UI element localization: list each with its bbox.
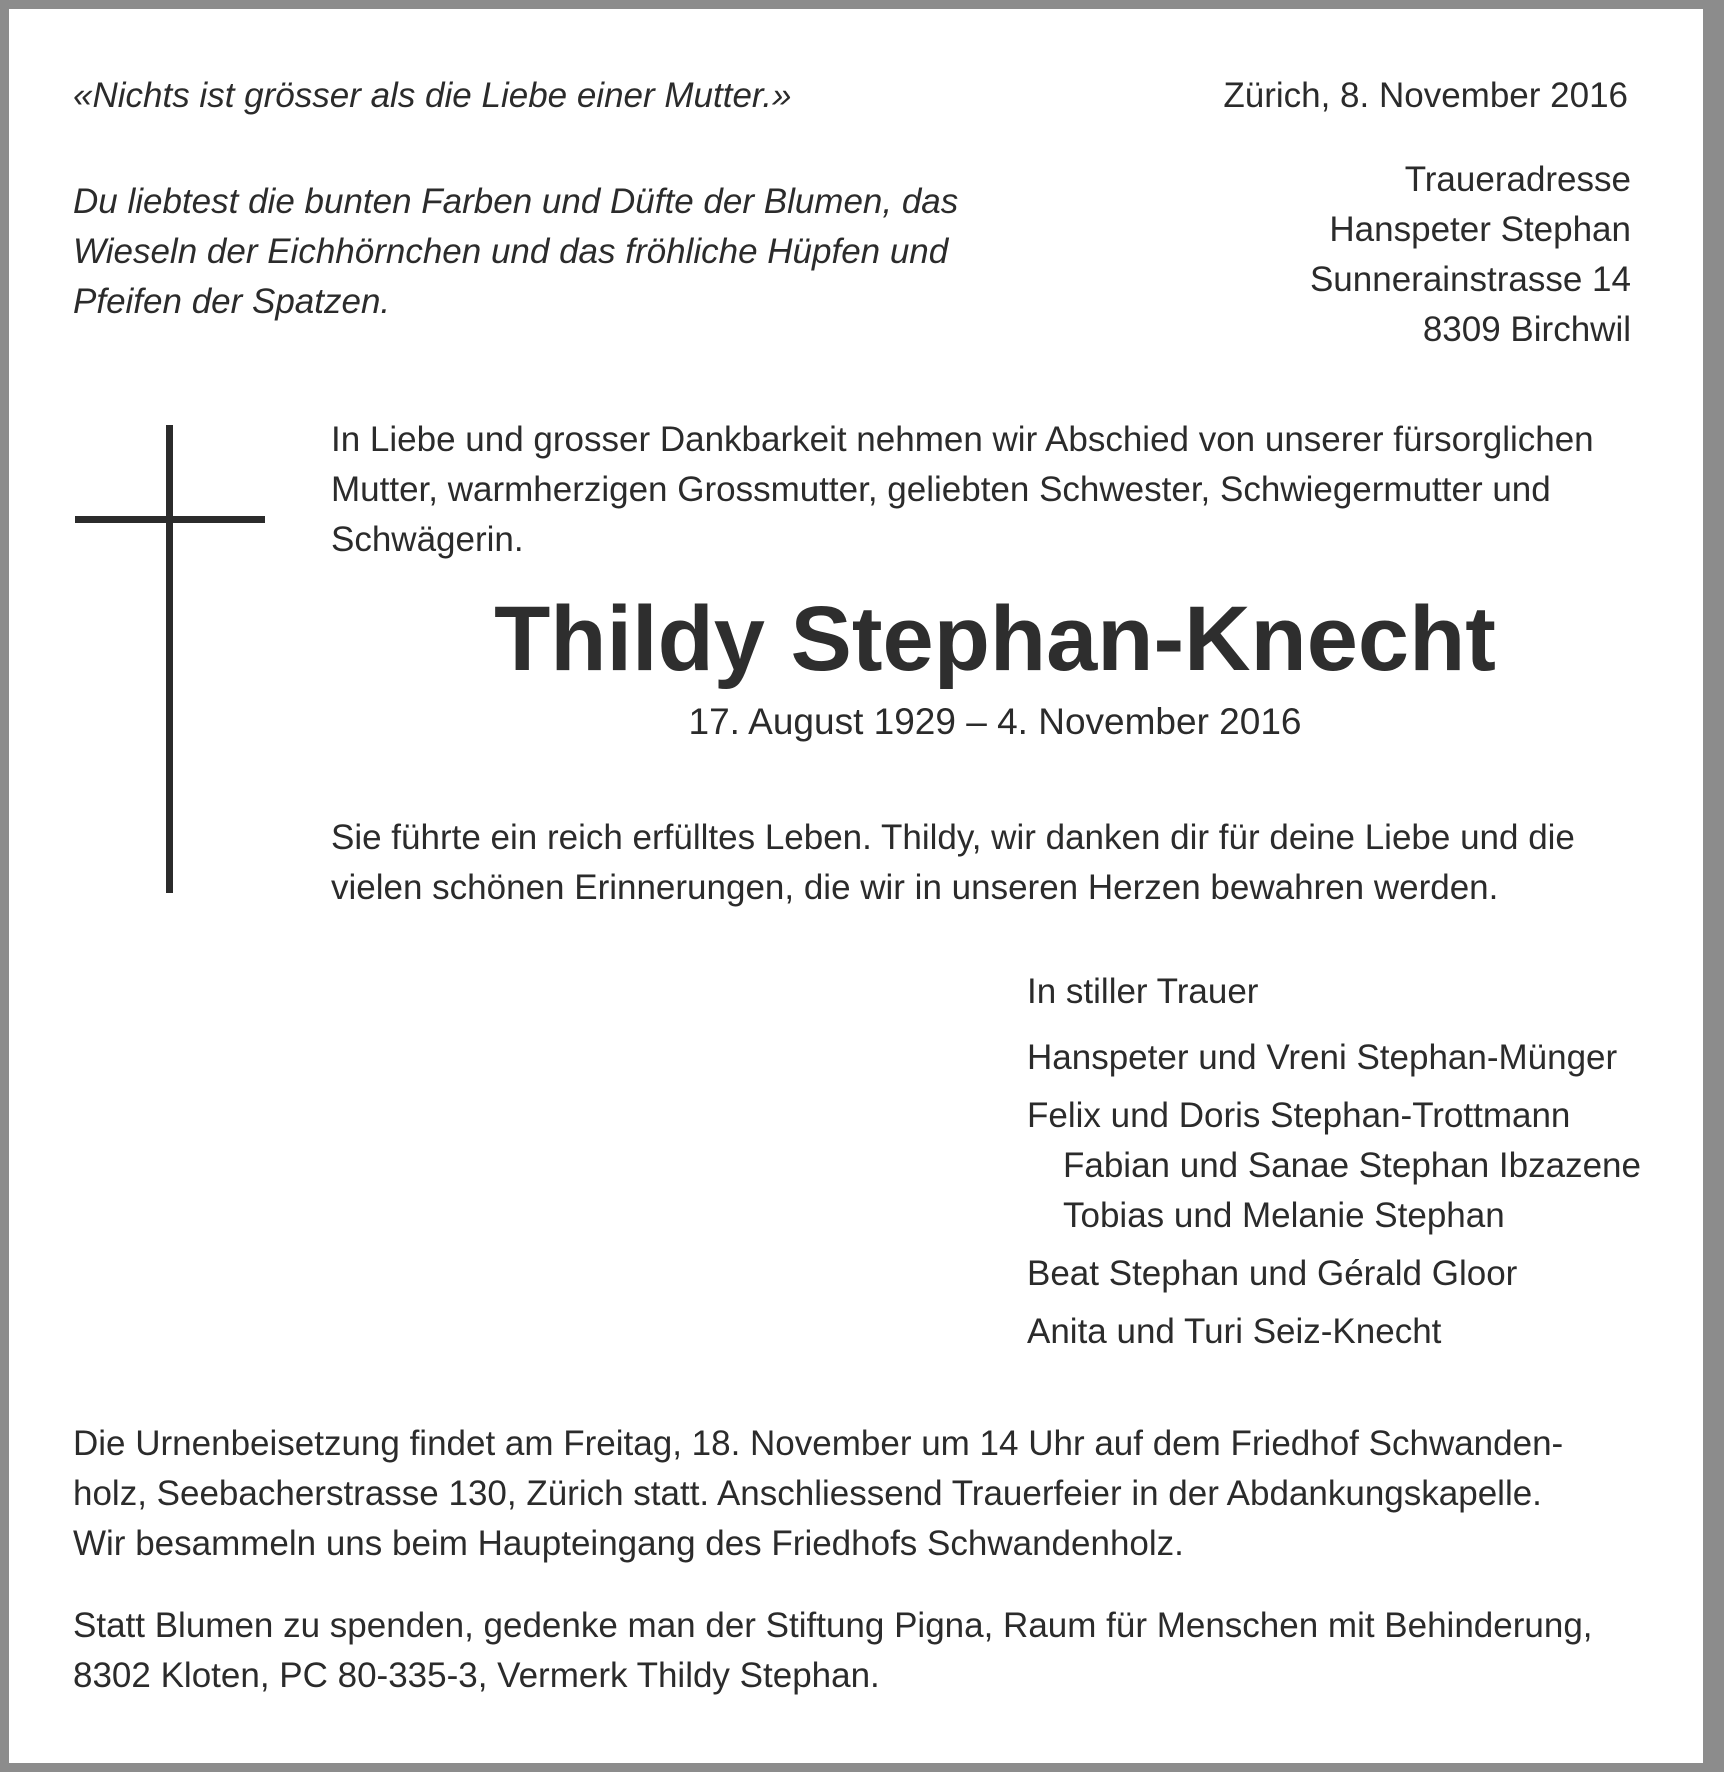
poem-line: Du liebtest die bunten Farben und Düfte der Blumen, das	[73, 182, 959, 221]
funeral-notice	[73, 1419, 1673, 1569]
address-line: 8309 Birchwil	[1422, 310, 1631, 349]
closing-line: Sie führte ein reich erfülltes Leben. Thildy, wir danken dir für deine Liebe und die	[331, 818, 1575, 857]
deceased-name: Thildy Stephan-Knecht	[494, 588, 1496, 690]
closing-line: vielen schönen Erinnerungen, die wir in unseren Herzen bewahren werden.	[331, 868, 1499, 907]
address-line: Traueradresse	[1404, 160, 1631, 199]
mourner-family: Anita und Turi Seiz-Knecht	[1027, 1312, 1442, 1351]
donation-line: 8302 Kloten, PC 80-335-3, Vermerk Thildy Stephan.	[73, 1656, 880, 1695]
intro-text	[331, 415, 1651, 565]
poem	[73, 177, 1013, 327]
mourners-list	[1027, 967, 1667, 1357]
mourners-heading: In stiller Trauer	[1027, 972, 1259, 1011]
funeral-line: Die Urnenbeisetzung findet am Freitag, 18. November um 14 Uhr auf dem Friedhof Schwanden-	[73, 1424, 1564, 1463]
intro-line: Schwägerin.	[331, 520, 524, 559]
address-line: Hanspeter Stephan	[1329, 210, 1631, 249]
funeral-line: Wir besammeln uns beim Haupteingang des Friedhofs Schwandenholz.	[73, 1524, 1184, 1563]
place-date: Zürich, 8. November 2016	[1223, 76, 1628, 115]
mourner-family: Felix und Doris Stephan-Trottmann	[1027, 1096, 1571, 1135]
closing-text	[331, 813, 1691, 913]
mourner-family: Tobias und Melanie Stephan	[1063, 1196, 1505, 1235]
mourning-address	[1310, 155, 1631, 355]
cross-horizontal-bar	[75, 516, 265, 523]
cross-vertical-bar	[166, 425, 173, 893]
address-line: Sunnerainstrasse 14	[1309, 260, 1631, 299]
poem-line: Pfeifen der Spatzen.	[73, 282, 391, 321]
donation-line: Statt Blumen zu spenden, gedenke man der Stiftung Pigna, Raum für Menschen mit Behinderung,	[73, 1606, 1593, 1645]
funeral-line: holz, Seebacherstrasse 130, Zürich statt. Anschliessend Trauerfeier in der Abdankungskapelle.	[73, 1474, 1542, 1513]
intro-line: Mutter, warmherzigen Grossmutter, geliebten Schwester, Schwiegermutter und	[331, 470, 1551, 509]
life-dates: 17. August 1929 – 4. November 2016	[688, 701, 1302, 742]
donation-notice	[73, 1601, 1673, 1701]
obituary-page	[9, 9, 1703, 1763]
poem-line: Wieseln der Eichhörnchen und das fröhliche Hüpfen und	[73, 232, 949, 271]
mourner-family: Hanspeter und Vreni Stephan-Münger	[1027, 1038, 1618, 1077]
quote: «Nichts ist grösser als die Liebe einer Mutter.»	[73, 76, 792, 115]
mourner-family: Fabian und Sanae Stephan Ibzazene	[1063, 1146, 1641, 1185]
mourner-family: Beat Stephan und Gérald Gloor	[1027, 1254, 1518, 1293]
intro-line: In Liebe und grosser Dankbarkeit nehmen wir Abschied von unserer fürsorglichen	[331, 420, 1594, 459]
